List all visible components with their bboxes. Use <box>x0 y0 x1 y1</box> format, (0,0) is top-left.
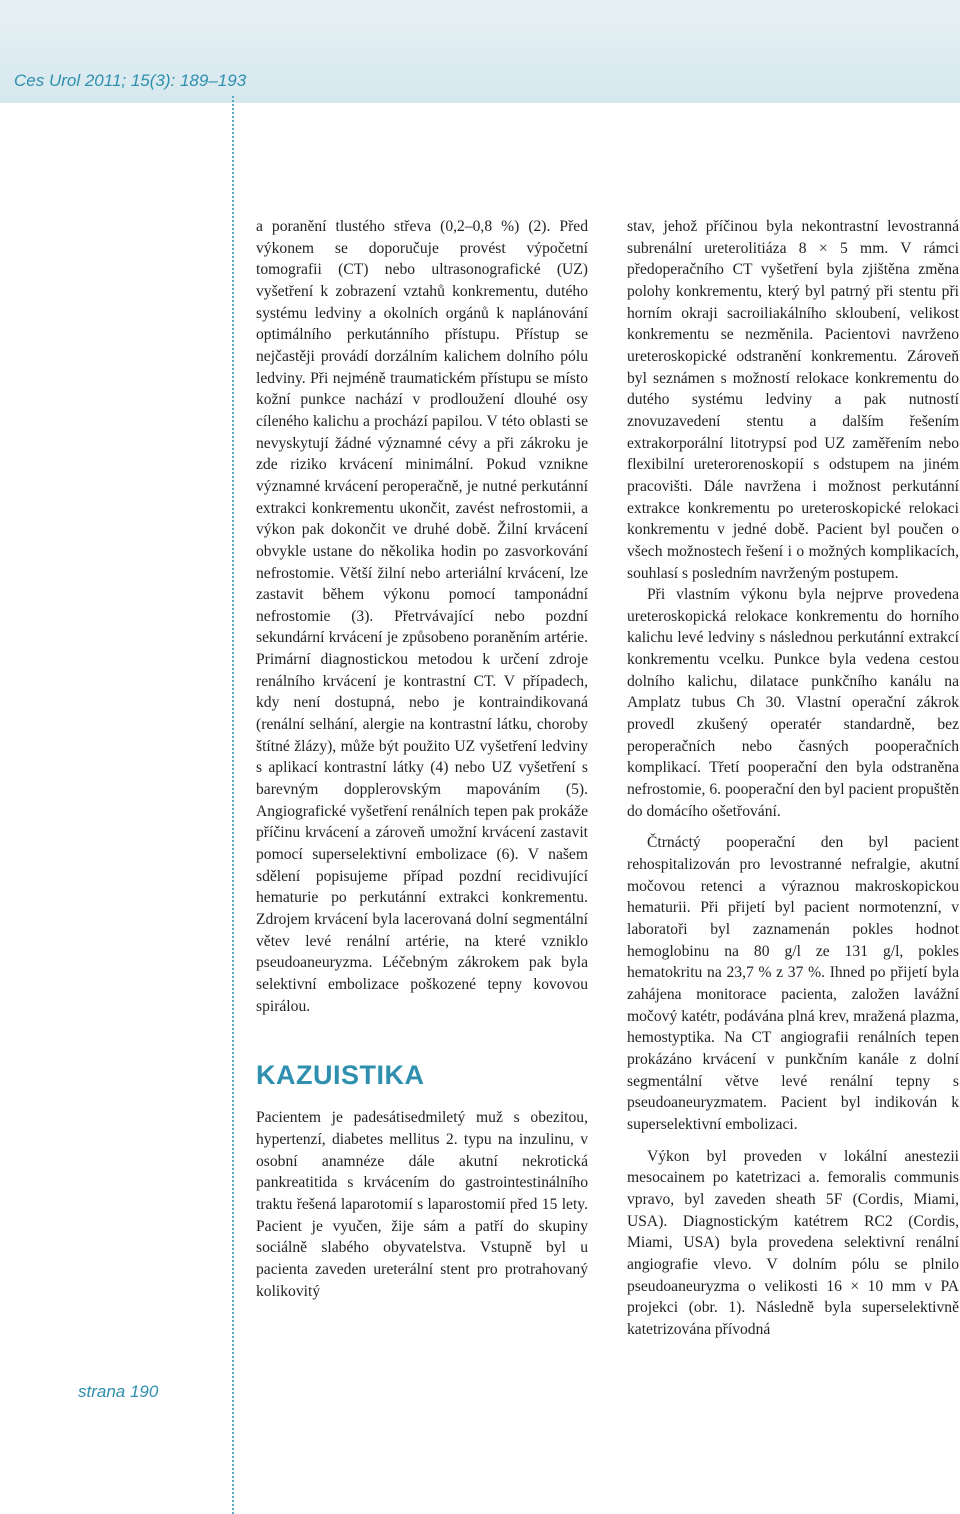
journal-reference: Ces Urol 2011; 15(3): 189–193 <box>14 71 247 90</box>
right-column <box>627 216 959 1340</box>
page-number: strana 190 <box>78 1382 159 1401</box>
body-paragraph: Pacientem je padesátisedmiletý muž s obezitou, hypertenzí, diabetes mellitus 2. typu na inzulinu, v osobní anamnéze dále akutní nekrotická pankreatitida s krvácením do gastrointestinálního traktu řešená laparotomií s laparostomií před 15 lety. Pacient je vyučen, žije sám a patří do skupiny sociálně slabého obyvatelstva. Vstupně byl u pacienta zaveden ureterální stent pro protrahovaný kolikovitý <box>256 1109 588 1300</box>
section-heading: KAZUISTIKA <box>256 1060 425 1091</box>
body-paragraph: stav, jehož příčinou byla nekontrastní levostranná subrenální ureterolitiáza 8 × 5 mm. V rámci předoperačního CT vyšetření byla zjištěna změna polohy konkrementu, který byl patrný při stentu při horním okraji sacroiliakálního skloubení, velikost konkrementu se nezměnila. Pacientovi navrženo ureteroskopické odstranění konkrementu. Zároveň byl seznámen s možností relokace konkrementu do dutého systému ledviny a pak nutností znovuzavedení stentu a dalším řešením extrakorporální litotrypsí pod UZ zaměřením nebo flexibilní ureterorenoskopií s odstupem na jiném pracovišti. Dále navržena i možnost perkutánní extrakce konkrementu po ureteroskopické relokaci konkrementu v jedné době. Pacient byl poučen o všech možnostech řešení i o možných komplikacích, souhlasí s posledním navrženým postupem. <box>627 218 959 582</box>
body-paragraph: Čtrnáctý pooperační den byl pacient rehospitalizován pro levostranné nefralgie, akutní močovou retenci a výraznou makroskopickou hematurii. Při přijetí byl pacient normotenzní, v laboratoři byl zaznamenán pokles hodnot hemoglobinu na 80 g/l ze 131 g/l, pokles hematokritu na 23,7 % z 37 %. Ihned po přijetí byla zahájena monitorace pacienta, založen lavážní močový katétr, podávána plná krev, mražená plazma, hemostyptika. Na CT angiografii renálních tepen prokázáno krvácení v punkčním kanále z dolní segmentální větve levé renální tepny s pseudoaneuryzmatem. Pacient byl indikován k superselektivní embolizaci. <box>627 834 959 1133</box>
left-column <box>256 216 588 1302</box>
body-paragraph: a poranění tlustého střeva (0,2–0,8 %) (2). Před výkonem se doporučuje provést výpočetní tomografii (CT) nebo ultrasonografické (UZ) vyšetření k zobrazení vztahů konkrementu, dutého systému ledviny a okolních orgánů k naplánování optimálního perkutánního přístupu. Přístup se nejčastěji provádí dorzálním kalichem dolního pólu ledviny. Při nejméně traumatickém přístupu se místo kožní punkce nachází v prodloužení dlouhé osy cíleného kalichu a prochází papilou. V této oblasti se nevyskytují žádné významné cévy a při zákroku je zde riziko krvácení minimální. Pokud vznikne významné krvácení peroperačně, je nutné perkutánní extrakci konkrementu ukončit, zavést nefrostomii, a výkon pak dokončit ve druhé době. Žilní krvácení obvykle ustane do několika hodin po zasvorkování nefrostomie. Větší žilní nebo arteriální krvácení, lze zastavit během výkonu pomocí tamponádní nefrostomie (3). Přetrvávající nebo pozdní sekundární krvácení je způsobeno poraněním artérie. Primární diagnostickou metodou k určení zdroje renálního krvácení je kontrastní CT. V případech, kdy není dostupná, nebo je kontraindikovaná (renální selhání, alergie na kontrastní látku, choroby štítné žlázy), může být použito UZ vyšetření ledviny s aplikací kontrastní látky (4) nebo UZ vyšetření s barevným dopplerovským mapováním (5). Angiografické vyšetření renálních tepen pak prokáže příčinu krvácení a zároveň umožní krvácení zastavit pomocí superselektivní embolizace (6). V našem sdělení popisujeme případ pozdní recidivující hematurie po perkutánní extrakci konkrementu. Zdrojem krvácení byla lacerovaná dolní segmentální větev levé renální artérie, na které vzniklo pseudoaneuryzma. Léčebným zákrokem pak byla selektivní embolizace poškozené tepny kovovou spirálou. <box>256 218 588 1015</box>
body-paragraph: Při vlastním výkonu byla nejprve provedena ureteroskopická relokace konkrementu do horního kalichu levé ledviny s následnou perkutánní extrakcí konkrementu vcelku. Punkce byla vedena cestou dolního kalichu, dilatace punkčního kanálu na Amplatz tubus Ch 30. Vlastní operační zákrok provedl zkušený operatér standardně, bez peroperačních nebo časných pooperačních komplikací. Třetí pooperační den byla odstraněna nefrostomie, 6. pooperační den byl pacient propuštěn do domácího ošetřování. <box>627 586 959 820</box>
body-paragraph: Výkon byl proveden v lokální anestezii mesocainem po katetrizaci a. femoralis communis vpravo, byl zaveden sheath 5F (Cordis, Miami, USA). Diagnostickým katétrem RC2 (Cordis, Miami, USA) byla provedena selektivní renální angiografie vlevo. V dolním pólu se plnilo pseudoaneuryzma o velikosti 16 × 10 mm v PA projekci (obr. 1). Následně byla superselektivně katetrizována přívodná <box>627 1147 959 1338</box>
dotted-divider <box>232 96 234 1514</box>
